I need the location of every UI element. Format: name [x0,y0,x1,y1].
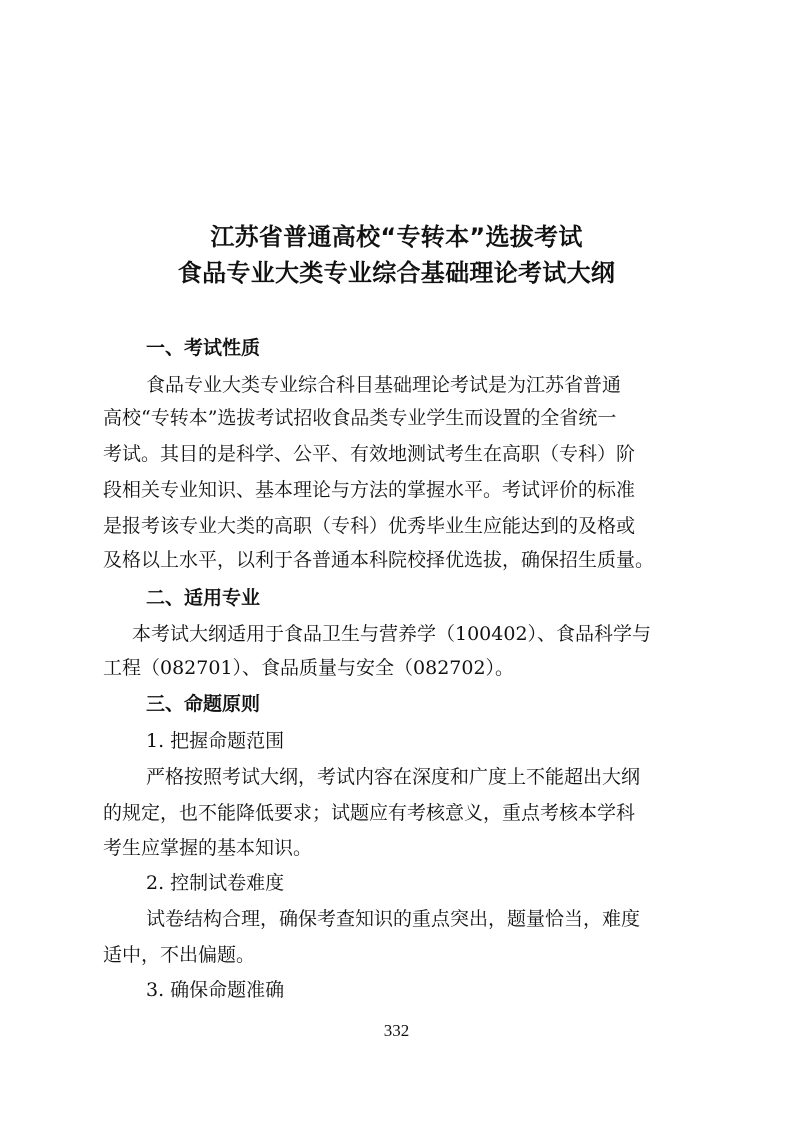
subsection-title-scope: 1. 把握命题范围 [146,730,285,752]
subsection-title-difficulty: 2. 控制试卷难度 [146,872,285,894]
paragraph-line: 试卷结构合理，确保考查知识的重点突出，题量恰当，难度 [146,908,641,930]
paragraph-line: 食品专业大类专业综合科目基础理论考试是为江苏省普通 [146,374,622,396]
section-heading-nature: 一、考试性质 [146,337,261,359]
section-heading-majors: 二、适用专业 [146,587,261,609]
paragraph-line: 严格按照考试大纲，考试内容在深度和广度上不能超出大纲 [146,766,641,788]
subsection-title-accuracy: 3. 确保命题准确 [146,979,285,1001]
document-title-line-1: 江苏省普通高校“专转本”选拔考试 [210,223,583,251]
page-number: 332 [383,1021,410,1040]
paragraph-line: 是报考该专业大类的高职（专科）优秀毕业生应能达到的及格或 [103,515,636,537]
paragraph-line: 的规定，也不能降低要求；试题应有考核意义，重点考核本学科 [103,802,636,824]
paragraph-line: 及格以上水平，以利于各普通本科院校择优选拔，确保招生质量。 [103,549,655,571]
paragraph-line: 高校“专转本”选拔考试招收食品类专业学生而设置的全省统一 [103,407,617,429]
paragraph-line: 工程（082701）、食品质量与安全（082702）。 [103,657,515,679]
paragraph-line: 段相关专业知识、基本理论与方法的掌握水平。考试评价的标准 [103,479,636,501]
paragraph-line: 考生应掌握的基本知识。 [103,837,313,859]
section-heading-principles: 三、命题原则 [146,693,261,715]
paragraph-line: 适中，不出偏题。 [103,944,256,966]
paragraph-line: 本考试大纲适用于食品卫生与营养学（100402）、食品科学与 [132,623,652,645]
paragraph-line: 考试。其目的是科学、公平、有效地测试考生在高职（专科）阶 [103,443,636,465]
document-title-line-2: 食品专业大类专业综合基础理论考试大纲 [177,259,616,287]
